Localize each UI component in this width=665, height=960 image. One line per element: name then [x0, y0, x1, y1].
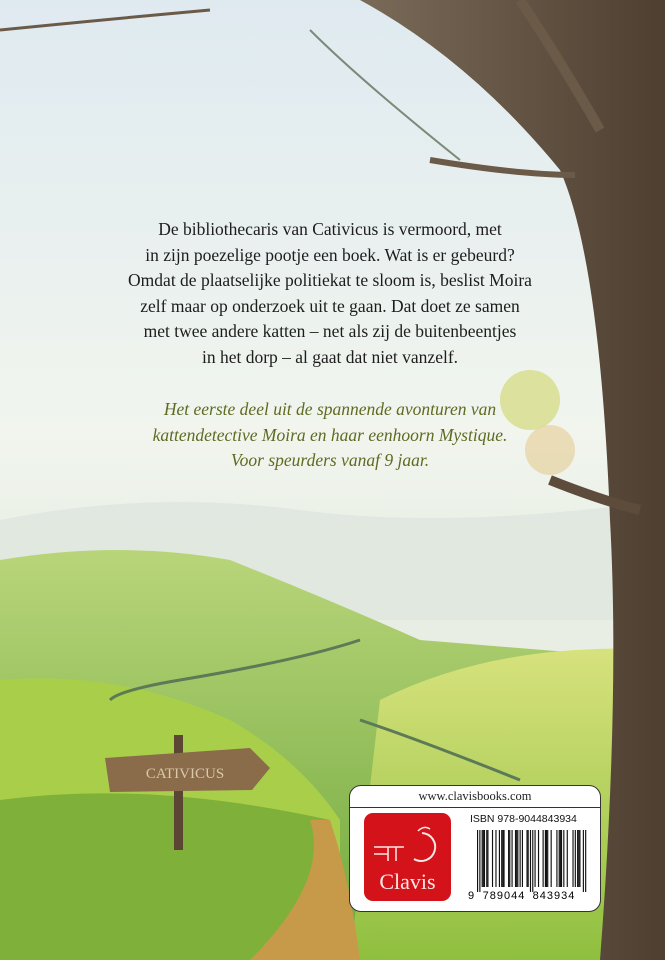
blurb-line: in het dorp – al gaat dat niet vanzelf.	[201, 346, 459, 367]
barcode-bar	[526, 830, 527, 887]
barcode-bar	[509, 830, 510, 887]
barcode-bar	[585, 830, 586, 892]
key-icon	[364, 813, 451, 873]
barcode-bar	[477, 830, 478, 892]
tagline-line: kattendetective Moira en haar eenhoorn Mystique.	[152, 424, 508, 445]
barcode-bar	[545, 830, 546, 887]
barcode-bar	[520, 830, 521, 887]
blurb-line: zelf maar op onderzoek uit te gaan. Dat doet ze samen	[140, 295, 520, 316]
barcode-bar	[483, 830, 484, 887]
barcode-label	[349, 785, 601, 912]
barcode-bar	[499, 830, 500, 887]
barcode-bar	[535, 830, 536, 887]
barcode-bar	[528, 830, 529, 887]
barcode-bar	[517, 830, 518, 887]
barcode-bar	[516, 830, 517, 887]
publisher-logo	[364, 813, 451, 901]
blurb-text	[60, 217, 600, 371]
divider	[350, 807, 600, 808]
blurb-line: Omdat de plaatselijke politiekat te sloom is, beslist Moira	[128, 270, 532, 291]
barcode-bar	[522, 830, 523, 887]
barcode-bar	[560, 830, 561, 887]
barcode-bar	[482, 830, 483, 887]
barcode-bar	[551, 830, 552, 887]
barcode-bar	[502, 830, 503, 887]
blurb-line: met twee andere katten – net als zij de buitenbeentjes	[143, 321, 517, 342]
barcode-bar	[503, 830, 504, 887]
barcode-bar	[575, 830, 576, 887]
publisher-name: Clavis	[379, 869, 436, 894]
barcode-bar	[546, 830, 547, 887]
barcode-bar	[484, 830, 485, 887]
barcode-digits-right: 843934	[532, 890, 576, 900]
blurb-line: in zijn poezelige pootje een boek. Wat is er gebeurd?	[145, 244, 515, 265]
blurb-line: De bibliothecaris van Cativicus is vermoord, met	[158, 219, 502, 239]
barcode-digits-left: 789044	[482, 890, 526, 900]
barcode-bar	[532, 830, 533, 892]
barcode-bar	[538, 830, 539, 887]
barcode-bar	[561, 830, 562, 887]
barcode-bar	[543, 830, 544, 887]
barcode-bar	[479, 830, 480, 892]
barcode-bar	[486, 830, 487, 887]
barcode-bar	[559, 830, 560, 887]
barcode-bar	[530, 830, 531, 892]
barcode	[466, 830, 588, 900]
barcode-bar	[572, 830, 573, 887]
barcode-bar	[515, 830, 516, 887]
barcode-bar	[547, 830, 548, 887]
barcode-bar	[577, 830, 578, 887]
barcode-bar	[508, 830, 509, 887]
tagline	[60, 397, 600, 474]
barcode-digit-first: 9	[468, 890, 475, 900]
barcode-bar	[567, 830, 568, 887]
tagline-line: Voor speurders vanaf 9 jaar.	[230, 450, 430, 470]
barcode-bar	[495, 830, 496, 887]
barcode-bar	[492, 830, 493, 887]
publisher-url: www.clavisbooks.com	[418, 789, 532, 803]
barcode-bar	[556, 830, 557, 887]
barcode-bar	[583, 830, 584, 892]
barcode-bar	[501, 830, 502, 887]
signpost-text: CATIVICUS	[145, 766, 225, 782]
isbn-text: ISBN 978-9044843934	[470, 813, 577, 825]
tagline-line: Het eerste deel uit de spannende avonturen van	[163, 399, 497, 419]
barcode-bar	[563, 830, 564, 887]
barcode-bar	[512, 830, 513, 887]
barcode-bar	[487, 830, 488, 887]
barcode-bar	[578, 830, 579, 887]
barcode-bar	[579, 830, 580, 887]
